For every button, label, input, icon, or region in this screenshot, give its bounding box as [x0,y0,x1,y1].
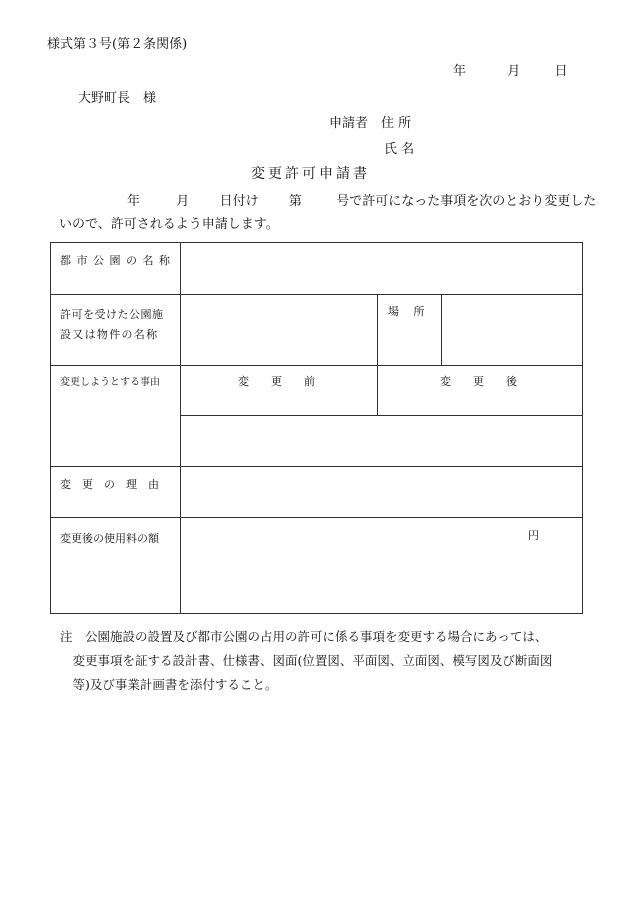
fee-label: 変更後の使用料の額 [60,532,159,545]
body-year: 年 [127,194,141,209]
body-dated: 日付け [219,194,259,209]
change-items-label: 変更しようとする事由 [60,377,160,388]
note-line-3: 等)及び事業計画書を添付すること。 [60,677,278,692]
body-text-tail: 号で許可になった事項を次のとおり変更した [336,194,597,209]
applicant-address-label: 申請者 住 所 [329,116,412,131]
addressee: 大野町長 様 [78,91,157,106]
reason-label: 変 更 の 理 由 [60,478,159,491]
note [60,625,590,697]
date-month: 月 [507,64,521,79]
body-text-line-2: いので、許可されるよう申請します。 [59,217,279,232]
before-change-label: 変 更 前 [238,375,315,388]
place-label: 場 所 [388,305,425,318]
park-name-label: 都 市 公 園 の 名 称 [60,254,171,267]
place-field[interactable] [442,295,582,365]
after-change-label: 変 更 後 [440,375,517,388]
facility-name-field[interactable] [181,295,377,365]
body-month: 月 [176,194,190,209]
change-items-field[interactable] [181,416,582,466]
date-day: 日 [554,64,568,79]
facility-label-line-2: 設又は物件の名称 [60,328,159,341]
date-year: 年 [453,64,467,79]
applicant-name-label: 氏 名 [384,142,415,157]
yen-label: 円 [528,529,539,542]
note-line-2: 変更事項を証する設計書、仕様書、図面(位置図、平面図、立面図、模写図及び断面図 [60,653,553,668]
body-dai: 第 [288,194,302,209]
document-title: 変更許可申請書 [251,166,370,182]
date-line [453,60,568,79]
form-number: 様式第３号(第２条関係) [47,37,188,52]
fee-field[interactable] [181,518,521,613]
body-text-line-1 [127,190,596,209]
facility-label-line-1: 許可を受けた公園施 [60,308,164,321]
park-name-field[interactable] [181,243,582,294]
reason-field[interactable] [181,467,582,517]
note-line-1: 注 公園施設の設置及び都市公園の占用の許可に係る事項を変更する場合にあっては、 [60,629,548,644]
